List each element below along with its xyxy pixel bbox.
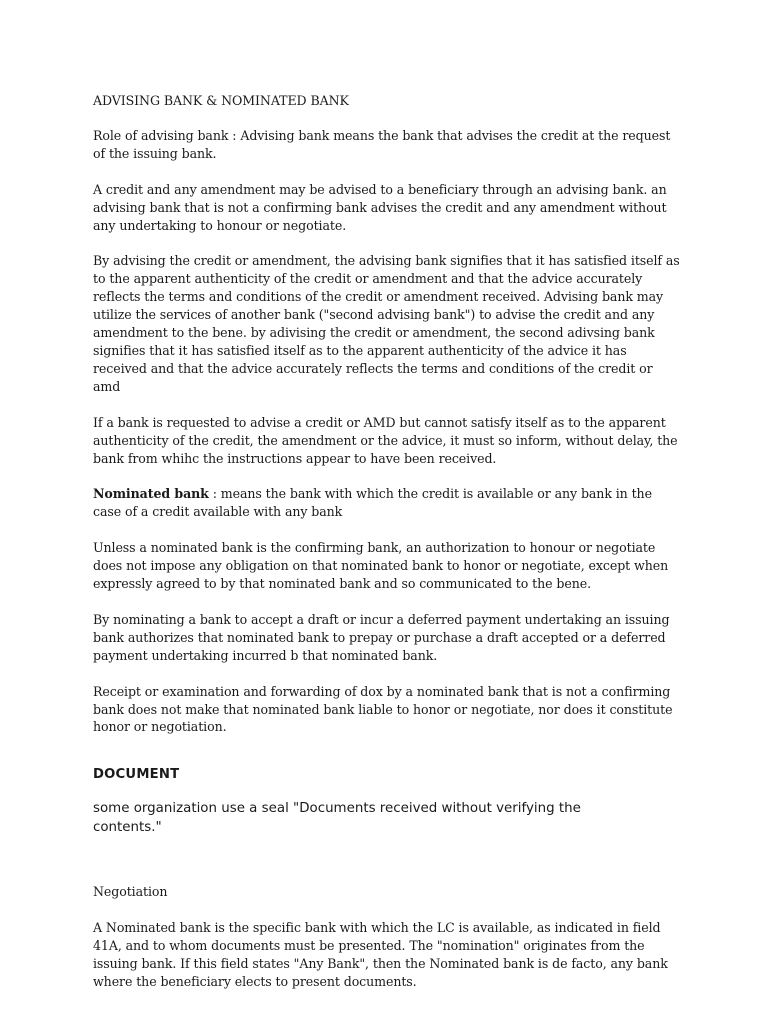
paragraph-nominated-bank-definition	[93, 485, 683, 521]
section-title-negotiation: Negotiation	[93, 884, 168, 899]
negotiation-section	[93, 883, 683, 991]
paragraph-cannot-satisfy: If a bank is requested to advise a credit or AMD but cannot satisfy itself as to the apparent authenticity of the credit, the amendment or the advice, it must so inform, without delay, the bank from whihc the instructions appear to have been received.	[93, 414, 678, 466]
document-body	[93, 92, 683, 754]
nominated-bank-term: Nominated bank	[93, 486, 209, 502]
paragraph-nominating-a-bank: By nominating a bank to accept a draft or incur a deferred payment undertaking an issuing bank authorizes that nominated bank to prepay or purchase a draft accepted or a deferred payment undertaking incurred b that nominated bank.	[93, 611, 670, 663]
nominated-bank-definition-text: : means the bank with which the credit is available or any bank in the case of a credit available with any bank	[93, 486, 652, 520]
paragraph-amendment-advice: A credit and any amendment may be advised to a beneficiary through an advising bank. an advising bank that is not a confirming bank advises the credit and any amendment without any undertaking to honour or negotiate.	[93, 181, 667, 233]
paragraph-receipt-examination: Receipt or examination and forwarding of dox by a nominated bank that is not a confirming bank does not make that nominated bank liable to honor or negotiate, nor does it constitute honor or negotiation.	[93, 683, 673, 735]
section-title-document: DOCUMENT	[93, 767, 180, 782]
paragraph-negotiation: A Nominated bank is the specific bank with which the LC is available, as indicated in field 41A, and to whom documents must be presented. The "nomination" originates from the issuing bank. If this field states "Any Bank", then the Nominated bank is de facto, any bank where the beneficiary elects to present documents.	[93, 919, 668, 989]
paragraph-role-of-advising-bank: Role of advising bank : Advising bank means the bank that advises the credit at the request of the issuing bank.	[93, 127, 671, 161]
document-title: ADVISING BANK & NOMINATED BANK	[93, 93, 349, 108]
paragraph-authorization: Unless a nominated bank is the confirming bank, an authorization to honour or negotiate does not impose any obligation on that nominated bank to honor or negotiate, except when expressly agreed to by that nominated bank and so communicated to the bene.	[93, 540, 669, 592]
paragraph-seal: some organization use a seal "Documents received without verifying the contents."	[93, 801, 581, 835]
paragraph-advising-signifies: By advising the credit or amendment, the advising bank signifies that it has satisfied itself as to the apparent authenticity of the credit or amendment and that the advice accurately reflects the terms and conditions of the credit or amendment received. Advising bank may utilize the services of another bank ("second advising bank") to advise the credit and any amendment to the bene. by adivising the credit or amendment, the second adivsing bank signifies that it has satisfied itself as to the apparent authenticity of the advice it has received and that the advice accurately reflects the terms and conditions of the credit or amd	[93, 253, 680, 394]
